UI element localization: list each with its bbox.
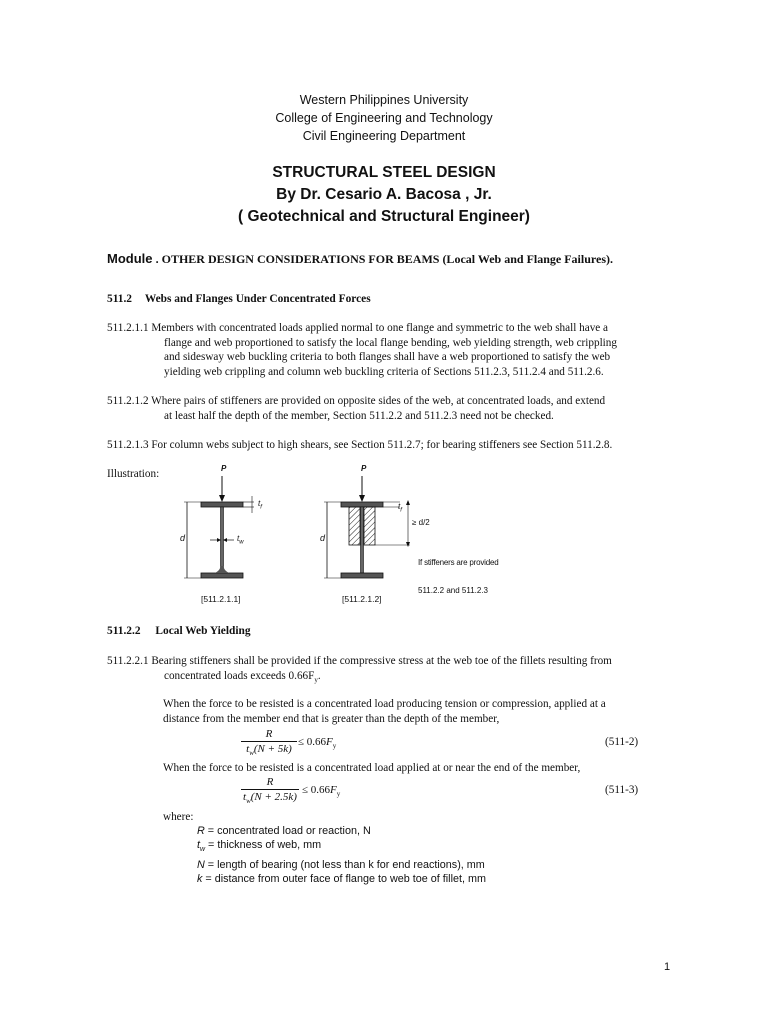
clause-lead: 511.2.1.2 Where pairs of stiffeners are provided on opposite sides of the web, at concentrated loads, and extend — [107, 395, 606, 407]
paragraph-end-load: When the force to be resisted is a concentrated load applied at or near the end of the member, — [163, 762, 581, 774]
where-item: N = length of bearing (not less than k for end reactions), mm — [197, 858, 485, 871]
figure-511-2-1-1 — [170, 462, 290, 612]
clause-511-2-1-2 — [107, 394, 677, 423]
clause-511-2-1-3 — [107, 438, 677, 453]
module-prefix: Module — [107, 251, 153, 266]
section-heading-511-2 — [107, 293, 371, 305]
section-heading-511-2-2 — [107, 625, 251, 637]
department-name: Civil Engineering Department — [302, 129, 466, 143]
where-item: R = concentrated load or reaction, N — [197, 825, 371, 837]
clause-lead: 511.2.2.1 Bearing stiffeners shall be provided if the compressive stress at the web toe of the fillets resulting from — [107, 655, 612, 667]
figure-511-2-1-2 — [310, 462, 420, 612]
where-item: k = distance from outer face of flange to web toe of fillet, mm — [197, 873, 486, 886]
section-title: Local Web Yielding — [155, 625, 251, 637]
paragraph-interior-load: When the force to be resisted is a concentrated load producing tension or compression, applied at a distance from the member end that is greater than the depth of the member, — [163, 698, 606, 725]
clause-line: yielding web crippling and column web buckling criteria of Sections 511.2.3, 511.2.4 and 511.2.6. — [164, 365, 604, 378]
fig1-depth-label: d — [180, 533, 186, 543]
fig2-load-label: P — [361, 464, 367, 473]
equation-511-2-number: (511-2) — [605, 736, 639, 748]
fig2-depth-label: d — [320, 533, 326, 543]
section-number: 511.2 — [107, 293, 132, 305]
where-item: $t_w$ = thickness of web, mm — [197, 839, 322, 854]
clause-511-2-2-1 — [107, 654, 677, 687]
where-label: where: — [163, 811, 194, 823]
fig1-web-thickness: $t_w$ — [237, 534, 244, 546]
clause-511-2-1-1 — [107, 321, 677, 379]
fig1-flange-thickness: $t_f$ — [258, 499, 262, 511]
course-title: STRUCTURAL STEEL DESIGN — [272, 164, 496, 181]
equation-511-2-fraction: R $t_w(N + 5k)$ — [241, 728, 297, 757]
module-heading — [107, 251, 613, 267]
page-number: 1 — [664, 961, 671, 973]
section-number: 511.2.2 — [107, 625, 141, 637]
author-line: By Dr. Cesario A. Bacosa , Jr. — [276, 186, 492, 203]
fig2-section-note: 511.2.2 and 511.2.3 — [418, 586, 488, 595]
clause-lead: 511.2.1.3 For column webs subject to high shears, see Section 511.2.7; for bearing stiffeners see Section 511.2.8. — [107, 439, 613, 451]
equation-511-2-rhs: ≤ $0.66F_y$ — [298, 736, 337, 751]
module-title: . OTHER DESIGN CONSIDERATIONS FOR BEAMS (Local Web and Flange Failures). — [155, 252, 614, 266]
university-name: Western Philippines University — [299, 93, 469, 107]
where-list — [197, 824, 486, 887]
fig2-half-depth-label: ≥ d/2 — [412, 518, 430, 527]
fig1-load-label: P — [221, 464, 227, 473]
clause-line: at least half the depth of the member, Section 511.2.2 and 511.2.3 need not be checked. — [164, 409, 554, 422]
fig2-caption: [511.2.1.2] — [342, 594, 382, 604]
clause-lead: 511.2.1.1 Members with concentrated loads applied normal to one flange and symmetric to the web shall have a — [107, 322, 609, 334]
equation-511-3-rhs: ≤ $0.66F_y$ — [302, 784, 341, 799]
fig2-flange-thickness: $t_f$ — [398, 502, 402, 514]
fig2-stiffener-note: If stiffeners are provided — [418, 558, 499, 567]
equation-511-3-number: (511-3) — [605, 784, 639, 796]
equation-511-3-fraction: R $t_w(N + 2.5k)$ — [241, 776, 299, 805]
illustration-label: Illustration: — [107, 468, 160, 480]
fig1-caption: [511.2.1.1] — [201, 594, 241, 604]
college-name: College of Engineering and Technology — [275, 111, 493, 125]
clause-line: and sidesway web buckling criteria to both flanges shall have a web proportioned to satisfy the web — [164, 351, 611, 364]
clause-line: concentrated loads exceeds $0.66F_y$. — [164, 669, 321, 684]
clause-line: flange and web proportioned to satisfy the local flange bending, web yielding strength, web crippling — [164, 336, 617, 349]
section-title: Webs and Flanges Under Concentrated Forces — [144, 293, 371, 305]
author-title: ( Geotechnical and Structural Engineer) — [238, 208, 530, 225]
